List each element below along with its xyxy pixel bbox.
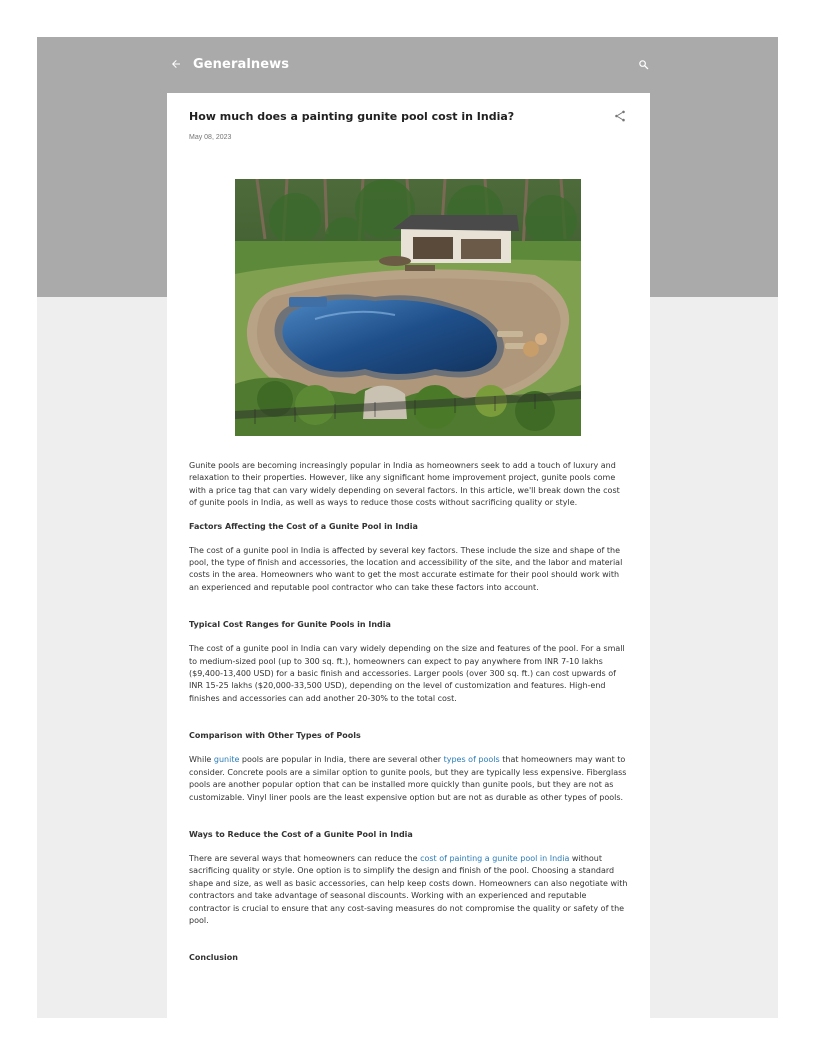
post-image xyxy=(235,179,581,436)
section-heading-reduce: Ways to Reduce the Cost of a Gunite Pool in India xyxy=(189,829,413,839)
section-text-comparison xyxy=(189,754,629,804)
section-heading-conclusion: Conclusion xyxy=(189,953,238,963)
top-app-bar xyxy=(167,51,651,77)
reduce-text-1: There are several ways that homeowners can reduce the xyxy=(189,853,421,863)
section-text-reduce xyxy=(189,853,629,927)
section-text-factors: The cost of a gunite pool in India is affected by several key factors. These include the size and shape of the pool, the type of finish and accessories, the location and accessibility of the site, and the labor and material costs in the area. Homeowners who want to get the most accurate estimate for their pool should work with an experienced and reputable pool contractor who can take these factors into account. xyxy=(189,545,623,592)
post-header xyxy=(189,109,629,141)
cost-of-painting-link[interactable]: cost of painting a gunite pool in India xyxy=(420,853,570,863)
section-text-ranges: The cost of a gunite pool in India can vary widely depending on the size and features of the pool. For a small to medium-sized pool (up to 300 sq. ft.), homeowners can expect to pay anywhere from INR 7-10 lakhs ($9,400-13,400 USD) for a basic finish and accessories. Larger pools (over 300 sq. ft.) can cost upwards of INR 15-25 lakhs ($20,000-33,500 USD), depending on the level of customization and features. High-end finishes and accessories can add another 20-30% to the total cost. xyxy=(189,644,625,703)
section-heading-factors: Factors Affecting the Cost of a Gunite Pool in India xyxy=(189,521,418,531)
section-heading-ranges: Typical Cost Ranges for Gunite Pools in India xyxy=(189,620,391,630)
reduce-text-2: without sacrificing quality or style. One option is to simplify the design and finish of the pool. Choosing a standard shape and size, as well as basic accessories, can help keep costs down. Homeowners can also negotiate with contractors and take advantage of seasonal discounts. Working with an experienced and reputable contractor is crucial to ensure that any cost-saving measures do not compromise the quality or safety of the pool. xyxy=(189,853,628,925)
post-card xyxy=(167,93,650,1018)
blog-title[interactable]: Generalnews xyxy=(193,56,290,72)
post-title: How much does a painting gunite pool cost in India? xyxy=(189,110,515,123)
post-date: May 08, 2023 xyxy=(189,134,232,141)
comparison-text-2: pools are popular in India, there are several other xyxy=(239,755,444,765)
post-body xyxy=(189,460,629,964)
comparison-text-3: that homeowners may want to consider. Concrete pools are a similar option to gunite pools, but they are typically less expensive. Fiberglass pools are another popular option that can be installed more quickly than gunite pools, but they are not as customizable. Vinyl liner pools are the least expensive option but are not as durable as other types of pools. xyxy=(189,755,627,802)
search-icon[interactable] xyxy=(635,56,651,72)
share-icon[interactable] xyxy=(613,109,629,125)
arrow-left-icon[interactable] xyxy=(167,55,185,73)
gunite-link[interactable]: gunite xyxy=(213,755,240,765)
types-of-pools-link[interactable]: types of pools xyxy=(443,755,500,765)
section-heading-comparison: Comparison with Other Types of Pools xyxy=(189,731,361,741)
intro-paragraph: Gunite pools are becoming increasingly popular in India as homeowners seek to add a touch of luxury and relaxation to their properties. However, like any significant home improvement project, gunite pools come with a price tag that can vary widely depending on several factors. In this article, we'll break down the cost of gunite pools in India, as well as ways to reduce those costs without sacrificing quality or style. xyxy=(189,461,620,508)
page-viewport xyxy=(37,37,778,1018)
comparison-text-1: While xyxy=(189,755,214,765)
